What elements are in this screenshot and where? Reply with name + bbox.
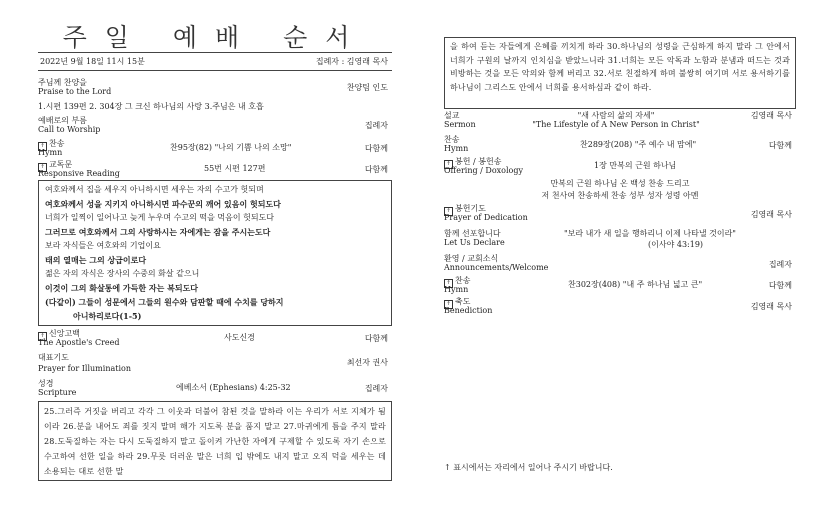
officiant: 집례자 : 김영래 목사 bbox=[315, 57, 388, 66]
order-responsive bbox=[38, 160, 392, 182]
responsive-line: (다같이) 그들이 성문에서 그들의 원수와 담판할 때에 수치를 당하지 bbox=[45, 297, 284, 307]
scripture-box-right bbox=[444, 37, 796, 109]
stand-icon: ↑ bbox=[444, 160, 453, 169]
responsive-line: 여호와께서 성을 지키지 아니하시면 파수꾼의 깨어 있음이 헛되도다 bbox=[45, 199, 281, 209]
standing-footnote: ↑ 표시에서는 자리에서 일어나 주시기 바랍니다. bbox=[444, 463, 613, 472]
order-dedication bbox=[444, 204, 796, 226]
dedication-label-ko: 봉헌기도 bbox=[455, 204, 486, 213]
responsive-reading-box bbox=[38, 180, 392, 326]
praise-songs: 1.시편 139편 2. 304장 그 크신 하나님의 사랑 3.주님은 내 호흡 bbox=[38, 102, 264, 111]
order-hymn1 bbox=[38, 139, 392, 161]
hymn3-label-ko: 찬송 bbox=[455, 276, 471, 285]
order-welcome bbox=[444, 254, 796, 276]
creed-label-en: The Apostle's Creed bbox=[38, 338, 120, 347]
hymn1-who: 다함께 bbox=[364, 144, 388, 153]
scripture-box-left bbox=[38, 401, 392, 481]
responsive-line: 태의 열매는 그의 상급이로다 bbox=[45, 255, 147, 265]
hymn1-detail: 찬95장(82) "나의 기쁨 나의 소망" bbox=[170, 143, 292, 152]
welcome-label-ko: 환영 / 교회소식 bbox=[444, 254, 499, 263]
order-praise bbox=[38, 78, 392, 120]
hymn3-who: 다함께 bbox=[768, 281, 792, 290]
declare-label-ko: 함께 선포합니다 bbox=[444, 229, 501, 238]
date-line bbox=[38, 52, 392, 71]
doxology-lyrics bbox=[444, 178, 796, 202]
scripture-text: 25.그러즉 거짓을 버리고 각각 그 이웃과 더불어 참된 것을 말하라 이는 우리가 서로 지체가 됨이라 26.분을 내어도 죄를 짓지 말며 해가 지도록 분을 품지 말고 27.마귀에게 틈을 주지 말라 28.도둑질하는 자는 다시 도둑질하지 말고 돌이켜 가난한 자에게 구제할 수 있도록 자기 손으로 수고하여 선한 일을 하라 29.무릇 더러운 말은 너희 입 밖에도 내지 말고 오직 덕을 세우는 데 소용되는 대로 선한 말 bbox=[44, 407, 386, 476]
welcome-label-en: Announcements/Welcome bbox=[444, 263, 549, 272]
stand-icon: ↑ bbox=[38, 142, 47, 151]
scripture-label-en: Scripture bbox=[38, 388, 77, 397]
doxology-line-2: 저 천사여 찬송하세 찬송 성부 성자 성령 아멘 bbox=[541, 191, 699, 200]
welcome-who: 집례자 bbox=[768, 260, 792, 269]
sermon-preacher: 김영래 목사 bbox=[750, 111, 792, 120]
responsive-line: 이것이 그의 화살통에 가득한 자는 복되도다 bbox=[45, 283, 199, 293]
stand-icon: ↑ bbox=[444, 207, 453, 216]
benediction-label-en: Benediction bbox=[444, 306, 493, 315]
responsive-line: 젊은 자의 자식은 장사의 수중의 화살 같으니 bbox=[45, 269, 200, 278]
responsive-line: 보라 자식들은 여호와의 기업이요 bbox=[45, 241, 161, 250]
stand-icon: ↑ bbox=[444, 279, 453, 288]
order-scripture bbox=[38, 379, 392, 401]
praise-label-en: Praise to the Lord bbox=[38, 87, 112, 96]
sermon-title-ko: "새 사람의 삶의 자세" bbox=[577, 111, 655, 120]
stand-icon: ↑ bbox=[38, 332, 47, 341]
hymn1-label-ko: 찬송 bbox=[49, 139, 65, 148]
creed-label-ko: 신앙고백 bbox=[49, 329, 80, 338]
hymn1-label-en: Hymn bbox=[38, 148, 63, 157]
order-hymn2 bbox=[444, 135, 796, 157]
creed-detail: 사도신경 bbox=[224, 333, 255, 342]
responsive-line: 아니하리로다(1-5) bbox=[73, 311, 142, 321]
prayer-who: 최선자 권사 bbox=[346, 358, 388, 367]
sermon-title-en: "The Lifestyle of A New Person in Christ" bbox=[532, 120, 700, 129]
creed-who: 다함께 bbox=[364, 334, 388, 343]
hymn2-label-ko: 찬송 bbox=[444, 135, 460, 144]
stand-icon: ↑ bbox=[444, 300, 453, 309]
scripture-reference: 에베소서 (Ephesians) 4:25-32 bbox=[176, 383, 291, 392]
stand-icon: ↑ bbox=[38, 163, 47, 172]
benediction-label-ko: 축도 bbox=[455, 297, 471, 306]
declare-verse: "보라 내가 새 일을 행하리니 이제 나타낼 것이라" bbox=[564, 229, 736, 238]
scripture-text-continued: 을 하여 듣는 자들에게 은혜를 끼치게 하라 30.하나님의 성령을 근심하게 하지 말라 그 안에서 너희가 구원의 날까지 인치심을 받았느니라 31.너희는 모든 악독과 노함과 분냄과 떠드는 것과 비방하는 것을 모든 악의와 함께 버리고 32.서로 친절하게 하며 불쌍히 여기며 서로 용서하기를 하나님이 그리스도 안에서 너희를 용서하심과 같이 하라. bbox=[450, 42, 790, 92]
call-label-ko: 예배로의 부름 bbox=[38, 116, 87, 125]
scripture-label-ko: 성경 bbox=[38, 379, 54, 388]
scripture-who: 집례자 bbox=[364, 384, 388, 393]
sermon-label-en: Sermon bbox=[444, 120, 476, 129]
benediction-who: 김영래 목사 bbox=[750, 302, 792, 311]
praise-leader: 찬양팀 인도 bbox=[346, 83, 388, 92]
dedication-who: 김영래 목사 bbox=[750, 210, 792, 219]
page-title: 주일 예배 순서 bbox=[62, 23, 368, 52]
prayer-label-en: Prayer for Illumination bbox=[38, 364, 131, 373]
order-declare bbox=[444, 229, 796, 253]
order-sermon bbox=[444, 111, 796, 133]
responsive-line: 너희가 일찍이 일어나고 늦게 누우며 수고의 떡을 먹음이 헛되도다 bbox=[45, 213, 274, 222]
hymn3-label-en: Hymn bbox=[444, 285, 469, 294]
offering-hymn: 1장 만복의 근원 하나님 bbox=[594, 161, 677, 170]
offering-label-ko: 봉헌 / 봉헌송 bbox=[455, 157, 502, 166]
responsive-detail: 55번 시편 127편 bbox=[204, 164, 266, 173]
dedication-label-en: Prayer of Dedication bbox=[444, 213, 528, 222]
responsive-who: 다함께 bbox=[364, 165, 388, 174]
hymn2-who: 다함께 bbox=[768, 141, 792, 150]
hymn2-detail: 찬289장(208) "주 예수 내 맘에" bbox=[580, 140, 697, 149]
offering-label-en: Offering / Doxology bbox=[444, 166, 523, 175]
responsive-label-ko: 교독문 bbox=[49, 160, 73, 169]
order-benediction bbox=[444, 297, 796, 319]
doxology-line-1: 만복의 근원 하나님 온 백성 찬송 드리고 bbox=[550, 179, 690, 188]
responsive-line: 그러므로 여호와께서 그의 사랑하시는 자에게는 잠을 주시는도다 bbox=[45, 227, 271, 237]
responsive-label-en: Responsive Reading bbox=[38, 169, 120, 178]
sermon-label-ko: 설교 bbox=[444, 111, 460, 120]
order-prayer bbox=[38, 353, 392, 375]
responsive-line: 여호와께서 집을 세우지 아니하시면 세우는 자의 수고가 헛되며 bbox=[45, 185, 264, 194]
order-hymn3 bbox=[444, 276, 796, 298]
declare-label-en: Let Us Declare bbox=[444, 238, 505, 247]
hymn3-detail: 찬302장(408) "내 주 하나님 넓고 큰" bbox=[568, 280, 703, 289]
hymn2-label-en: Hymn bbox=[444, 144, 469, 153]
call-label-en: Call to Worship bbox=[38, 125, 101, 134]
prayer-label-ko: 대표기도 bbox=[38, 353, 69, 362]
praise-label-ko: 주님께 찬양을 bbox=[38, 78, 87, 87]
service-date: 2022년 9월 18일 11시 15분 bbox=[40, 57, 145, 66]
declare-reference: (이사야 43:19) bbox=[648, 240, 704, 249]
order-call bbox=[38, 116, 392, 138]
call-leader: 집례자 bbox=[364, 121, 388, 130]
order-creed bbox=[38, 329, 392, 351]
